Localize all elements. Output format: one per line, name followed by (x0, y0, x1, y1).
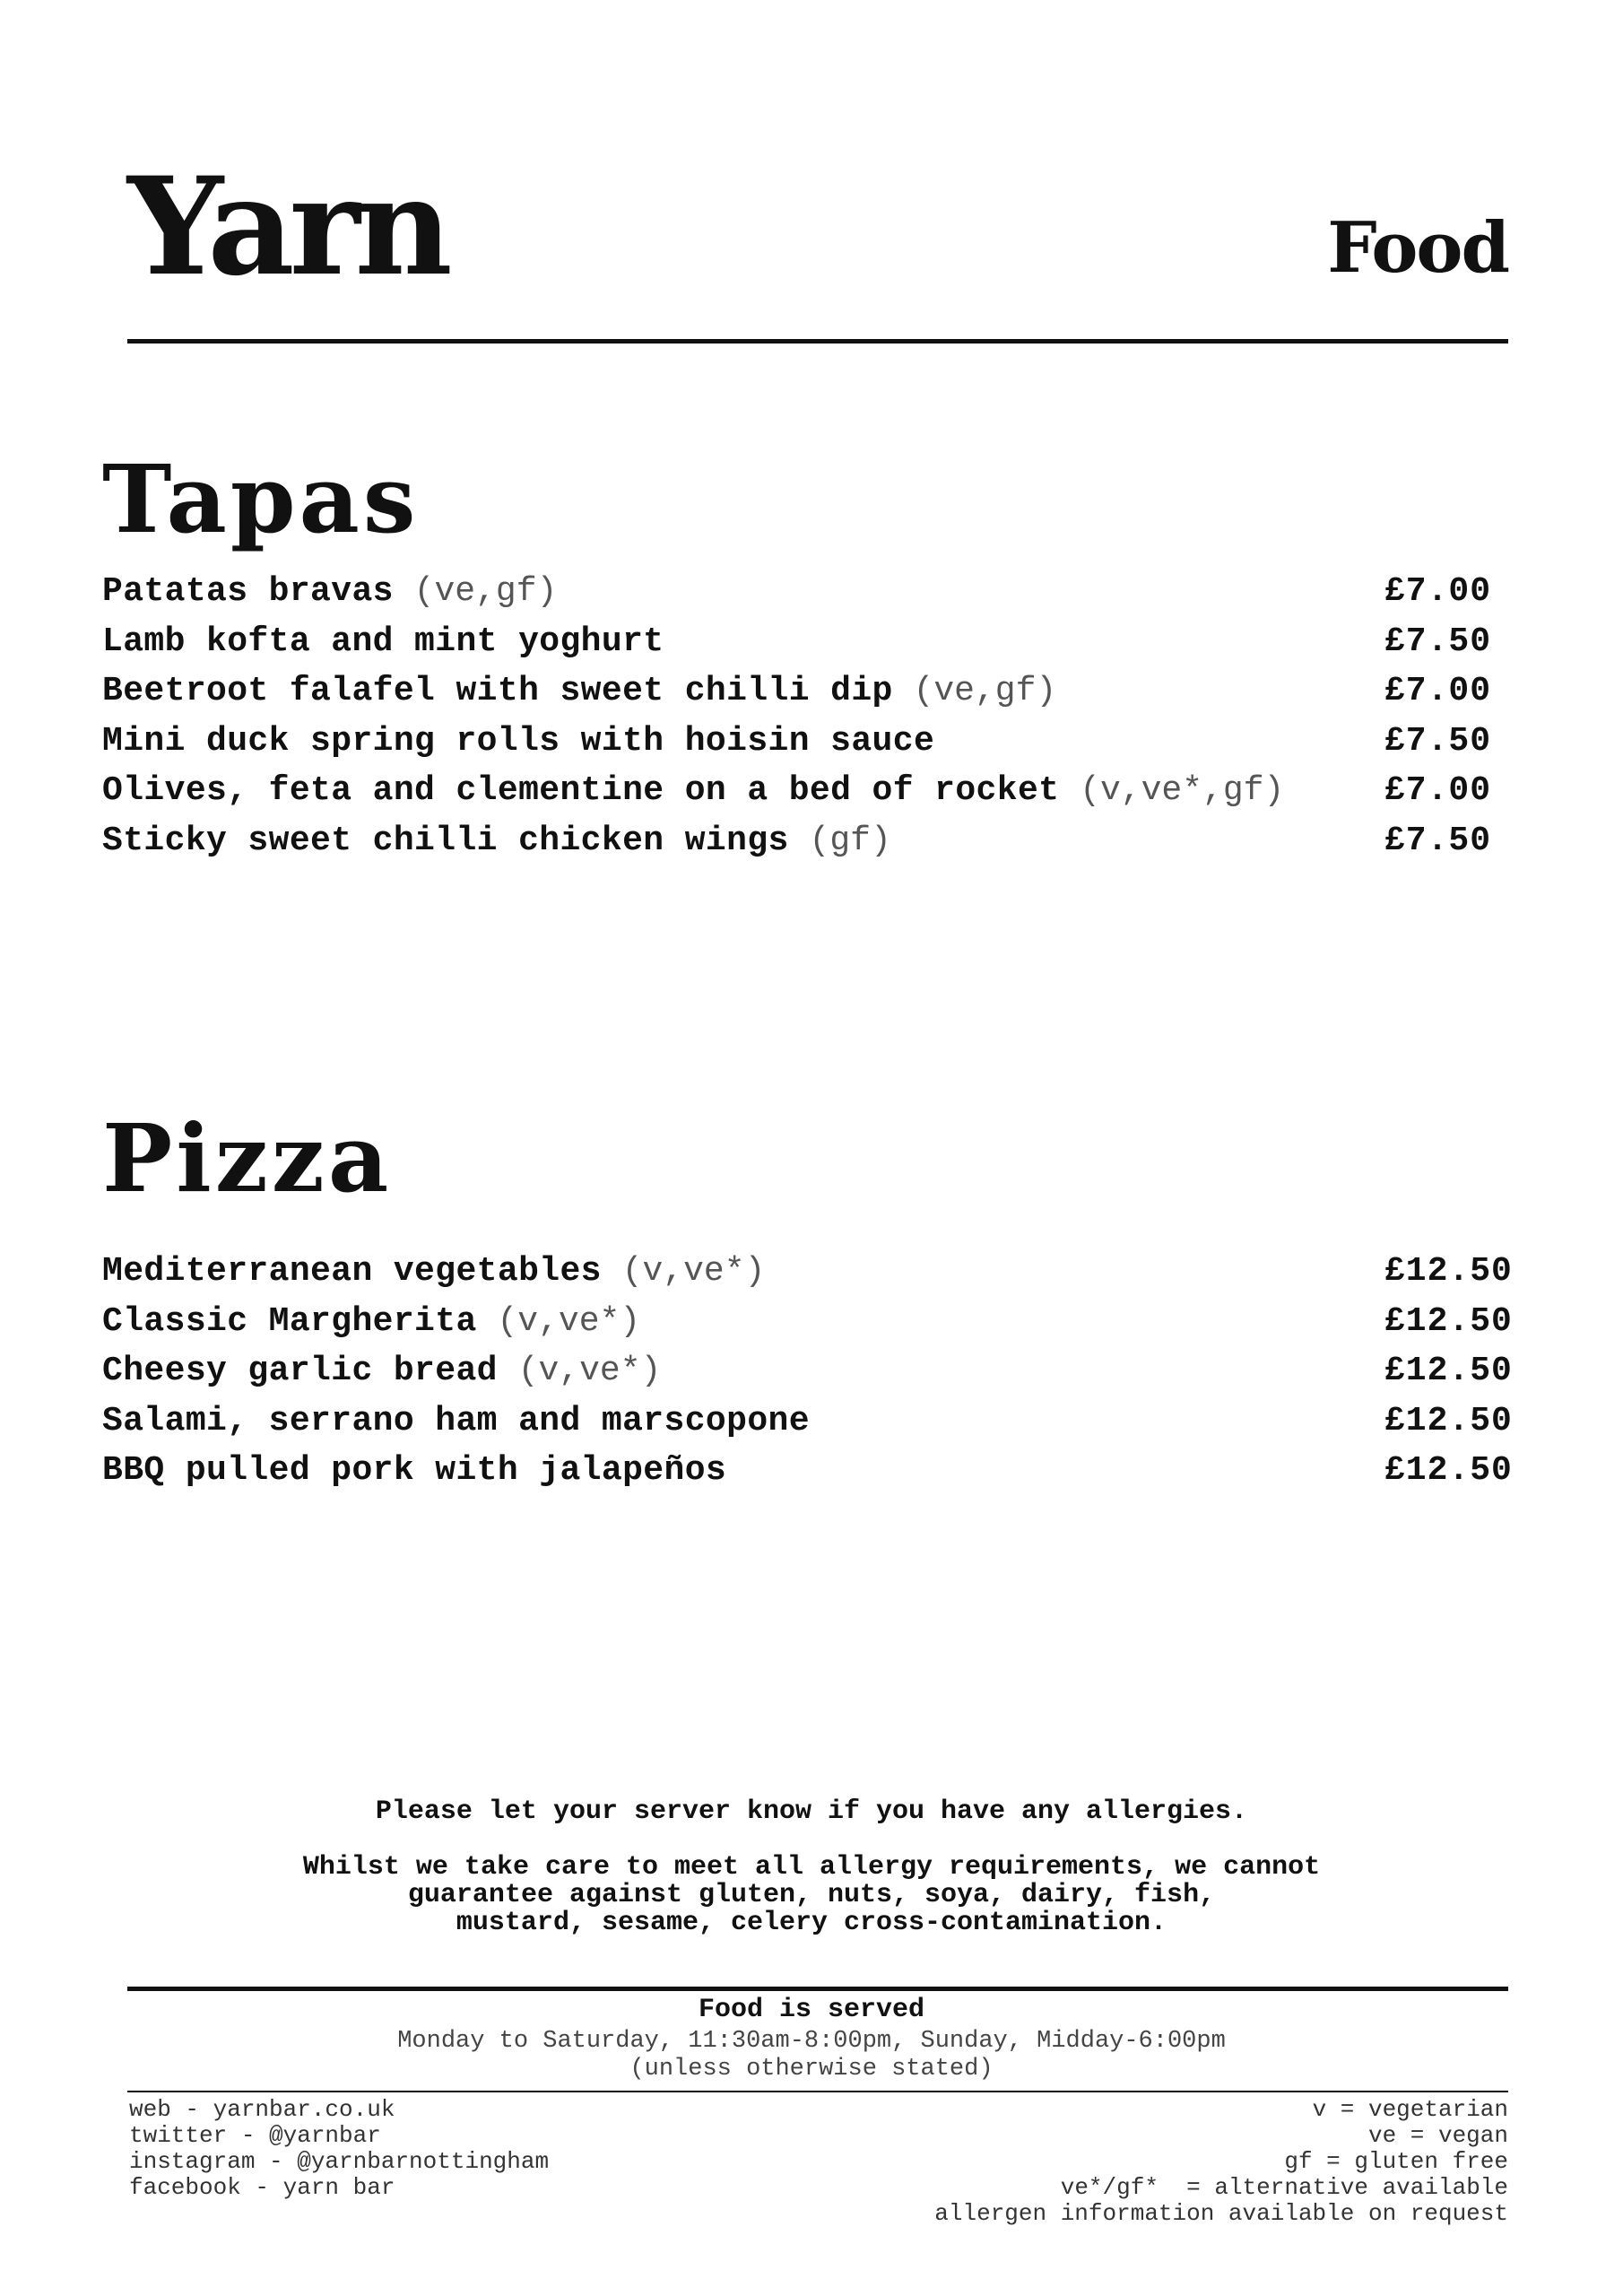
item-price: £12.50 (1384, 1352, 1513, 1390)
item-price: £7.50 (1384, 721, 1492, 761)
tapas-list (102, 567, 1492, 865)
item-name: Beetroot falafel with sweet chilli dip (102, 672, 893, 710)
menu-item (102, 567, 1492, 617)
item-price: £7.00 (1384, 672, 1492, 710)
header-divider (127, 339, 1508, 344)
legend-allergen: allergen information available on request (934, 2200, 1508, 2227)
allergy-notice: Please let your server know if you have any allergies. (375, 1796, 1248, 1827)
item-price: £12.50 (1384, 1301, 1513, 1341)
dietary-legend (934, 2097, 1508, 2227)
pizza-list (102, 1247, 1519, 1496)
brand-logo: Yarn (127, 148, 447, 306)
item-name: Lamb kofta and mint yoghurt (102, 622, 664, 661)
item-tags: (ve,gf) (413, 572, 558, 611)
contact-facebook: facebook - yarn bar (129, 2174, 395, 2201)
item-tags: (gf) (809, 821, 891, 860)
item-tags: (ve,gf) (913, 672, 1057, 710)
item-price: £7.50 (1384, 622, 1492, 661)
item-name: BBQ pulled pork with jalapeños (102, 1451, 727, 1490)
item-name: Olives, feta and clementine on a bed of rocket (102, 771, 1060, 810)
item-name: Patatas bravas (102, 572, 394, 611)
item-price: £7.00 (1384, 771, 1492, 810)
contact-twitter: twitter - @yarnbar (129, 2122, 381, 2149)
item-name: Mini duck spring rolls with hoisin sauce (102, 721, 935, 761)
allergy-disclaimer-line: guarantee against gluten, nuts, soya, dairy, fish, (407, 1880, 1216, 1910)
item-tags: (v,ve*) (517, 1352, 662, 1390)
item-name: Sticky sweet chilli chicken wings (102, 821, 789, 860)
allergy-disclaimer-line: Whilst we take care to meet all allergy requirements, we cannot (302, 1852, 1321, 1883)
menu-item (102, 1346, 1519, 1396)
menu-section-label: Food (1327, 207, 1508, 289)
menu-item (102, 617, 1492, 667)
service-hours: Monday to Saturday, 11:30am-8:00pm, Sunday, Midday-6:00pm (397, 2028, 1226, 2055)
item-tags: (v,ve*,gf) (1080, 771, 1285, 810)
footer-thin-divider (127, 2091, 1508, 2092)
contact-instagram: instagram - @yarnbarnottingham (129, 2148, 550, 2175)
service-title: Food is served (698, 1995, 925, 2025)
menu-item (102, 1297, 1519, 1347)
item-price: £12.50 (1384, 1401, 1513, 1440)
tapas-heading: Tapas (102, 444, 420, 554)
item-price: £7.50 (1384, 821, 1492, 860)
item-name: Classic Margherita (102, 1301, 477, 1341)
legend-vegetarian: v = vegetarian (1312, 2096, 1508, 2123)
contact-list (129, 2097, 549, 2201)
allergy-disclaimer-line: mustard, sesame, celery cross-contamination. (456, 1908, 1167, 1938)
item-name: Cheesy garlic bread (102, 1352, 498, 1390)
item-price: £12.50 (1384, 1451, 1513, 1490)
legend-gluten-free: gf = gluten free (1284, 2148, 1508, 2175)
item-tags: (v,ve*) (497, 1301, 641, 1341)
item-price: £12.50 (1384, 1252, 1513, 1291)
item-name: Mediterranean vegetables (102, 1252, 602, 1291)
menu-item (102, 1247, 1519, 1297)
menu-item (102, 1396, 1519, 1447)
menu-item (102, 1446, 1519, 1496)
menu-item (102, 666, 1492, 717)
footer-divider (127, 1987, 1508, 1991)
service-note: (unless otherwise stated) (629, 2056, 994, 2083)
item-name: Salami, serrano ham and marscopone (102, 1401, 810, 1440)
menu-item (102, 717, 1492, 767)
menu-item (102, 816, 1492, 866)
item-tags: (v,ve*) (621, 1252, 766, 1291)
legend-alternative: ve*/gf* = alternative available (1060, 2174, 1508, 2201)
contact-web: web - yarnbar.co.uk (129, 2096, 395, 2123)
legend-vegan: ve = vegan (1367, 2122, 1508, 2149)
menu-item (102, 766, 1492, 816)
pizza-heading: Pizza (102, 1103, 393, 1213)
item-price: £7.00 (1384, 572, 1492, 611)
